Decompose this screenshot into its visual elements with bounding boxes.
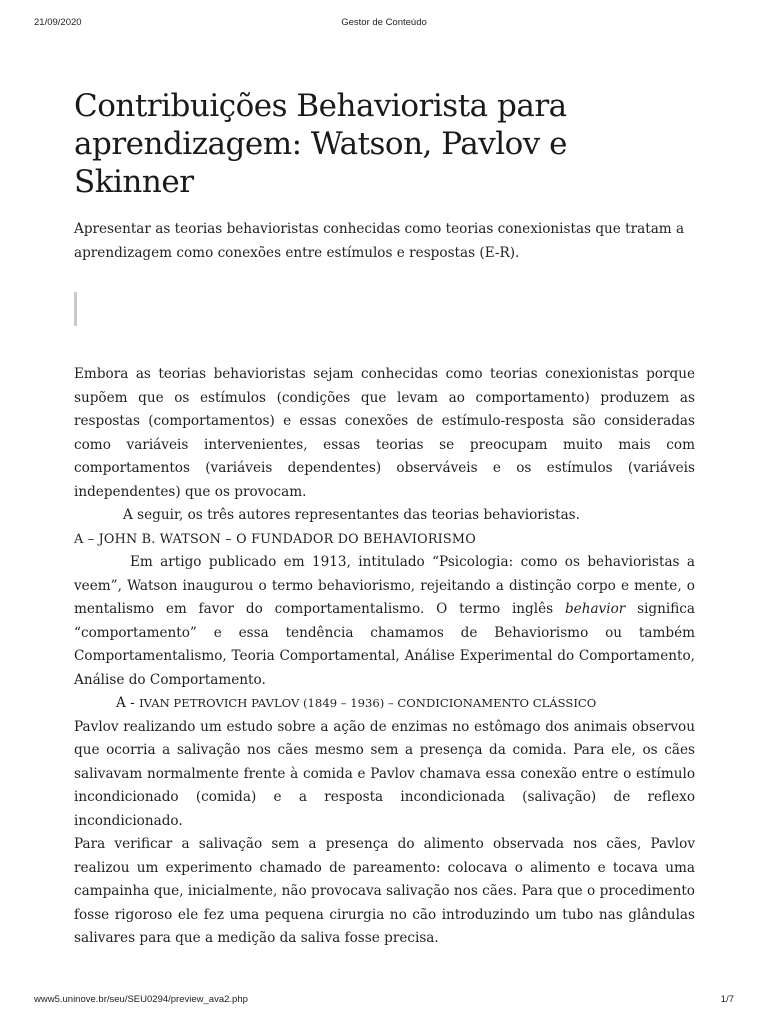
article-body [74, 363, 695, 951]
print-footer [0, 994, 768, 1008]
article-lead: Apresentar as teorias behavioristas conhecidas como teorias conexionistas que tratam a aprendizagem como conexões entre estímulos e respostas (E-R). [74, 221, 685, 261]
authors-intro: A seguir, os três autores representantes das teorias behavioristas. [123, 507, 580, 523]
pavlov-heading [74, 692, 695, 716]
print-page-number: 1/7 [720, 994, 734, 1005]
print-url: www5.uninove.br/seu/SEU0294/preview_ava2.php [34, 994, 248, 1005]
watson-term: behavior [564, 601, 626, 617]
article-title: Contribuições Behaviorista para aprendizagem: Watson, Pavlov e Skinner [74, 88, 568, 200]
print-header [0, 17, 768, 31]
blockquote-bar [74, 292, 77, 326]
article [74, 87, 695, 951]
print-date: 21/09/2020 [34, 17, 82, 28]
print-site-title: Gestor de Conteúdo [341, 17, 427, 28]
watson-paragraph [74, 551, 695, 692]
pavlov-heading-text: IVAN PETROVICH PAVLOV (1849 – 1936) – CONDICIONAMENTO CLÁSSICO [139, 696, 597, 710]
pavlov-heading-letter: A - [116, 695, 140, 711]
watson-heading: A – JOHN B. WATSON – O FUNDADOR DO BEHAVIORISMO [74, 531, 476, 547]
watson-text-before: Em artigo publicado em 1913, intitulado “Psicologia: como os behavioristas a veem”, Watson inaugurou o termo behaviorismo, rejeitando a distinção corpo e mente, o mentalismo em favor do comportamentalismo. O termo inglês [74, 554, 695, 617]
pavlov-paragraph-1: Pavlov realizando um estudo sobre a ação de enzimas no estômago dos animais observou que ocorria a salivação nos cães mesmo sem a presença da comida. Para ele, os cães salivavam normalmente frente à comida e Pavlov chamava essa conexão entre o estímulo incondicionado (comida) e a resposta incondicionada (salivação) de reflexo incondicionado. [74, 718, 695, 829]
watson-text-after: significa “comportamento” e essa tendência chamamos de Behaviorismo ou também Comportamentalismo, Teoria Comportamental, Análise Experimental do Comportamento, Análise do Comportamento. [74, 601, 696, 688]
intro-paragraph: Embora as teorias behavioristas sejam conhecidas como teorias conexionistas porque supõem que os estímulos (condições que levam ao comportamento) produzem as respostas (comportamentos) e essas conexões de estímulo-resposta são consideradas como variáveis intervenientes, essas teorias se preocupam muito mais com comportamentos (variáveis dependentes) observáveis e os estímulos (variáveis independentes) que os provocam. [74, 366, 695, 500]
pavlov-paragraph-2: Para verificar a salivação sem a presença do alimento observada nos cães, Pavlov realizou um experimento chamado de pareamento: colocava o alimento e tocava uma campainha que, inicialmente, não provocava salivação nos cães. Para que o procedimento fosse rigoroso ele fez uma pequena cirurgia no cão introduzindo um tubo nas glândulas salivares para que a medição da saliva fosse precisa. [74, 836, 695, 946]
